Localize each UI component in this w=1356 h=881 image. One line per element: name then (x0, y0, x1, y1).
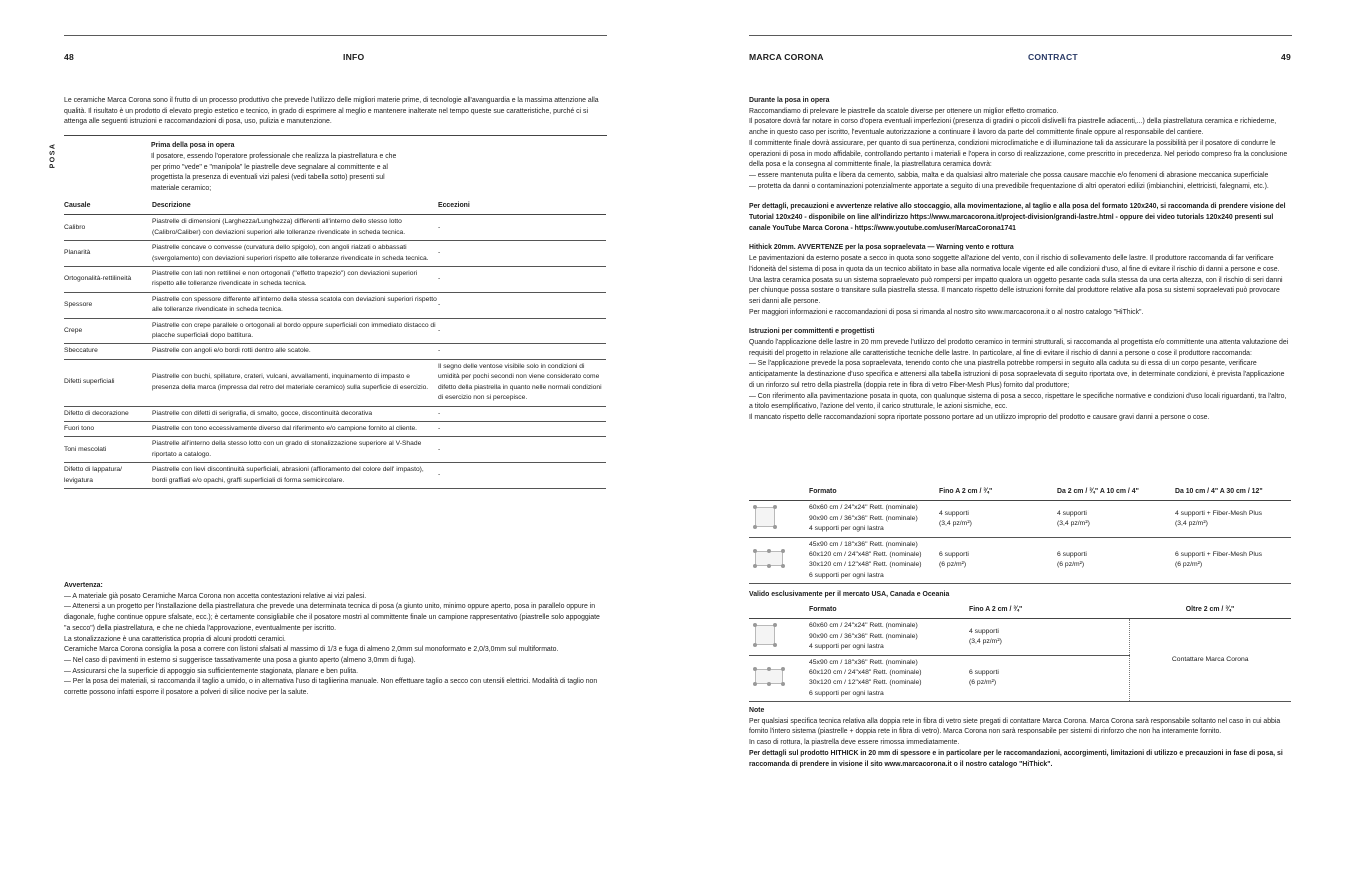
cell-line: 6 supporti (939, 551, 969, 559)
section-rule (64, 135, 607, 136)
cell-line: 60x60 cm / 24"x24" Rett. (nominale) (809, 622, 918, 630)
cell-causale: Calibro (64, 215, 152, 241)
table-row (749, 501, 1291, 537)
warning-line: — Nel caso di pavimenti in esterno si suggerisce tassativamente una posa a giunto aperto (almeno 3,0mm di fuga). (64, 656, 416, 664)
support-table (749, 486, 1291, 584)
cell-c3 (1175, 501, 1291, 537)
cell-descrizione: Piastrelle di dimensioni (Larghezza/Lunghezza) differenti all'interno dello stesso lotto (Calibro/Caliber) con deviazioni superiori alle tolleranze rivendicate in scheda tecnica. (152, 215, 438, 241)
table-row (64, 421, 606, 436)
istr-line: — Se l'applicazione prevede la posa sopraelevata, tenendo conto che una piastrella potrebbe rompersi in seguito alla caduta su di essa di un corpo pesante, verificare anticipatamente la destinazione d'uso specifica e attenersi alla tabella istruzioni di posa sopraelevata di seguito riportata ove, in determinate condizioni, è prevista l'applicazione di un rinforzo sul retro della piastrella (doppia rete in fibra di vetro Fiber-Mesh Plus) fornito dal produttore; (749, 360, 1285, 389)
cell-causale: Toni mescolati (64, 437, 152, 463)
warning-block (64, 581, 606, 699)
during-line: — protetta da danni o contaminazioni potenzialmente apportate a seguito di una prevedibile frequentazione di altri operatori edilizi (imbianchini, elettricisti, falegnami, etc.). (749, 182, 1269, 190)
cell-causale: Difetti superficiali (64, 359, 152, 406)
cell-line: (6 pz/m²) (939, 561, 967, 569)
cell-line: 45x90 cm / 18"x36" Rett. (nominale) (809, 540, 918, 548)
cell-eccezioni: - (438, 421, 606, 436)
header-formato: Formato (809, 604, 969, 619)
table-row (749, 537, 1291, 584)
table-row (64, 437, 606, 463)
side-label: POSA (49, 142, 57, 169)
istr-title: Istruzioni per committenti e progettisti (749, 328, 875, 336)
cell-line: 6 supporti (1057, 551, 1087, 559)
cell-eccezioni: - (438, 406, 606, 421)
warning-line: La stonalizzazione è una caratteristica propria di alcuni prodotti ceramici. (64, 635, 286, 643)
header-oltre-2cm: Oltre 2 cm / ¾" (1129, 604, 1291, 619)
right-content (749, 96, 1291, 424)
tile-support-icon (755, 507, 775, 527)
cell-line: 90x90 cm / 36"x36" Rett. (nominale) (809, 632, 918, 640)
cell-eccezioni: - (438, 215, 606, 241)
details-bold: Per dettagli, precauzioni e avvertenze relative allo stoccaggio, alla movimentazione, al taglio e alla posa del formato 120x240, si raccomanda di prendere visione del Tutorial 120x240 - disponibile on line all'indirizzo https://www.marcacorona.it/project-division/grandi-lastre.html - oppure dei video tutorials 120x240 presenti sul canale YouTube Marca Corona - https://www.youtube.com/user/MarcaCorona1741 (749, 203, 1286, 232)
top-rule (64, 35, 607, 36)
cell-line: (6 pz/m²) (969, 679, 997, 687)
cell-eccezioni: - (438, 437, 606, 463)
cell-formato (809, 537, 939, 584)
cell-eccezioni: - (438, 318, 606, 344)
cell-eccezioni: Il segno delle ventose visibile solo in condizioni di umidità per pochi secondi non viene considerato come difetto della piastrella in quanto nelle normali condizioni di esercizio non si percepisce. (438, 359, 606, 406)
table-row (64, 215, 606, 241)
usa-support-table (749, 604, 1291, 702)
table-header-row (749, 486, 1291, 501)
warning-line: — Per la posa dei materiali, si raccomanda il taglio a umido, o in alternativa l'uso di tagliierina manuale. Non effettuare taglio a secco con utensili elettrici. Modalità di taglio non corrette possono infatti esporre il posatore a polveri di silice nocive per la salute. (64, 678, 598, 697)
header-2-10cm: Da 2 cm / ¾" A 10 cm / 4" (1057, 486, 1175, 501)
brand-name: MARCA CORONA (749, 52, 824, 62)
cell-line: 30x120 cm / 12"x48" Rett. (nominale) (809, 561, 922, 569)
cell-c3 (1175, 537, 1291, 584)
cell-c1 (969, 619, 1129, 655)
during-line: Il committente finale dovrà assicurare, per quanto di sua pertinenza, condizioni microclimatiche e di illuminazione tali da assicurare la possibilità per il posatore di condurre le operazioni di posa in modo affidabile, controllando pertanto i materiali e l'opera in corso di realizzazione, come prescritto in precedenza. Nel periodo compreso fra la conclusione della posa e la consegna al committente finale, la piastrellatura ceramica dovrà: (749, 139, 1288, 169)
table-row (64, 292, 606, 318)
cell-formato (809, 501, 939, 537)
cell-line: 4 supporti + Fiber-Mesh Plus (1175, 509, 1263, 517)
hithick-line: Le pavimentazioni da esterno posate a secco in quota sono soggette all'azione del vento, con il rischio di sollevamento delle lastre. Il produttore raccomanda di far verificare l'idoneità del sistema di posa in quota da un tecnico abilitato in base alla normativa locale vigente ed alle condizioni d'uso, al fine di evitare il rischio di danni a persone e cose. Una lastra ceramica posata su un sistema sopraelevato può rompersi per impatto qualora un oggetto pesante cada sulla stessa da una certa altezza, con il rischio di seri danni per chiunque possa sostare o transitare sulla piastrella stessa. Il mancato rispetto delle istruzioni fornite dal produttore relative alla posa su sistemi sopraelevati può provocare seri danni alle persone. (749, 255, 1283, 305)
cell-line: 6 supporti (969, 669, 999, 677)
cell-line: (3,4 pz/m²) (939, 520, 972, 528)
during-line: Il posatore dovrà far notare in corso d'opera eventuali imperfezioni (presenza di gradini o piccoli dislivelli fra piastrelle adiacenti,...) della piastrellatura ceramica e richiederne, anche in questo caso per iscritto, l'eventuale autorizzazione a continuare il lavoro da parte del committente finale oppure al responsabile del cantiere. (749, 118, 1277, 137)
cell-descrizione: Piastrelle con buchi, spillature, crateri, vulcani, avvallamenti, inquinamento di impasto e presenza della marca (impressa dal retro del materiale ceramico) sulla superficie di esercizio. (152, 359, 438, 406)
cell-line: 4 supporti per ogni lastra (809, 643, 884, 651)
tile-support-icon (755, 625, 775, 645)
cell-line: (3,4 pz/m²) (969, 638, 1002, 646)
note-line: Per qualsiasi specifica tecnica relativa alla doppia rete in fibra di vetro siete pregati di contattare Marca Corona. Marca Corona sarà responsabile soltanto nel caso in cui abbia fornito l'intero sistema (piastrelle + doppia rete in fibra di vetro). Marca Corona non sarà responsabile per sistemi di rinforzo che non ha interamente fornito. (749, 717, 1281, 736)
page-number: 49 (1281, 52, 1291, 62)
cell-eccezioni: - (438, 267, 606, 293)
cell-line: 60x60 cm / 24"x24" Rett. (nominale) (809, 504, 918, 512)
before-title: Prima della posa in opera (151, 142, 235, 149)
cell-line: 4 supporti per ogni lastra (809, 525, 884, 533)
cell-eccezioni: - (438, 241, 606, 267)
cell-eccezioni: - (438, 463, 606, 489)
section-title: INFO (343, 52, 365, 62)
header-descrizione: Descrizione (152, 199, 438, 215)
header-formato: Formato (809, 486, 939, 501)
header-eccezioni: Eccezioni (438, 199, 606, 215)
cell-c1 (939, 501, 1057, 537)
istr-line: — Con riferimento alla pavimentazione posata in quota, con qualunque sistema di posa a secco, rispettare le specifiche normative e condizioni d'uso locali riguardanti, tra l'altro, a titolo esemplificativo, l'azione del vento, il carico strutturale, le azioni sismiche, ecc. (749, 392, 1287, 411)
before-text: Il posatore, essendo l'operatore professionale che realizza la piastrellatura e che per primo "vede" e "manipola" le piastrelle deve segnalare al committente e al progettista la presenza di eventuali vizi palesi (vedi tabella sotto) presenti sul materiale ceramico; (151, 153, 397, 193)
cell-causale: Crepe (64, 318, 152, 344)
cell-line: 90x90 cm / 36"x36" Rett. (nominale) (809, 514, 918, 522)
cell-c2 (1057, 537, 1175, 584)
header-fino-2cm: Fino A 2 cm / ¾" (969, 604, 1129, 619)
cell-line: 6 supporti + Fiber-Mesh Plus (1175, 551, 1263, 559)
cell-line: 6 supporti per ogni lastra (809, 571, 884, 579)
cell-descrizione: Piastrelle con tono eccessivamente diverso dal riferimento e/o campione fornito al cliente. (152, 421, 438, 436)
top-rule (749, 35, 1292, 36)
cell-line: (3,4 pz/m²) (1057, 520, 1090, 528)
tile-support-icon (755, 551, 783, 566)
cell-eccezioni: - (438, 344, 606, 359)
cell-causale: Planarità (64, 241, 152, 267)
cell-line: 60x120 cm / 24"x48" Rett. (nominale) (809, 551, 922, 559)
cell-causale: Sbeccature (64, 344, 152, 359)
cell-causale: Difetto di decorazione (64, 406, 152, 421)
cell-formato (809, 655, 969, 702)
during-line: Raccomandiamo di prelevare le piastrelle da scatole diverse per ottenere un miglior effetto cromatico. (749, 107, 1059, 115)
cell-descrizione: Piastrelle con crepe parallele o ortogonali al bordo oppure superficiali con immediato distacco di placche superficiali dopo battitura. (152, 318, 438, 344)
cell-line: 45x90 cm / 18"x36" Rett. (nominale) (809, 658, 918, 666)
cell-descrizione: Piastrelle con lievi discontinuità superficiali, abrasioni (affioramento del colore dell' impasto), bordi graffiati e/o opachi, graffi superficiali di forma semicircolare. (152, 463, 438, 489)
cell-descrizione: Piastrelle con angoli e/o bordi rotti dentro alle scatole. (152, 344, 438, 359)
defects-table (64, 199, 606, 489)
table-row (64, 406, 606, 421)
usa-title: Valido esclusivamente per il mercato USA, Canada e Oceania (749, 591, 950, 598)
header-causale: Causale (64, 199, 152, 215)
cell-descrizione: Piastrelle con spessore differente all'interno della stessa scatola con deviazioni superiori rispetto alle tolleranze rivendicate in scheda tecnica. (152, 292, 438, 318)
cell-line: 4 supporti (939, 509, 969, 517)
table-row (64, 318, 606, 344)
table-header-row (64, 199, 606, 215)
cell-c1 (939, 537, 1057, 584)
cell-descrizione: Piastrelle all'interno della stesso lotto con un grado di stonalizzazione superiore al V-Shade riportato a catalogo. (152, 437, 438, 463)
warning-line: — Attenersi a un progetto per l'installazione della piastrellatura che prevede una determinata tecnica di posa (a giunto unito, minimo oppure aperto, posa in parallelo oppure in diagonale, fughe continue oppure sfalsate, ecc.); è certamente consigliabile che il posatore mostri al committente finale un campione rappresentativo (piastrelle solo appoggiate "a secco") della piastrellatura, e che ne chieda l'approvazione, eventualmente per iscritto. (64, 603, 600, 632)
istr-line: Quando l'applicazione delle lastre in 20 mm prevede l'utilizzo del prodotto ceramico in termini strutturali, si raccomanda al progettista e/o committente una attenta valutazione dei requisiti del progetto in relazione alle caratteristiche tecniche delle lastre. In particolare, al fine di evitare il rischio di danni a persone o cose il produttore raccomanda: (749, 339, 1289, 357)
tile-support-icon (755, 669, 783, 684)
note-title: Note (749, 707, 765, 714)
warning-title: Avvertenza: (64, 582, 103, 589)
section-title: CONTRACT (1028, 52, 1078, 62)
cell-line: 60x120 cm / 24"x48" Rett. (nominale) (809, 669, 922, 677)
table-row (64, 241, 606, 267)
table-header-row (749, 604, 1291, 619)
istr-line: Il mancato rispetto delle raccomandazioni sopra riportate possono portare ad un utilizzo improprio del prodotto e causare gravi danni a persone o cose. (749, 413, 1210, 421)
header-fino-2cm: Fino A 2 cm / ¾" (939, 486, 1057, 501)
note-line: In caso di rottura, la piastrella deve essere rimossa immediatamente. (749, 739, 960, 747)
cell-line: (6 pz/m²) (1057, 561, 1085, 569)
during-line: — essere mantenuta pulita e libera da cemento, sabbia, malta e da qualsiasi altro materiale che possa causare macchie e/o fenomeni di abrasione meccanica superficiale (749, 171, 1269, 179)
header-10-30cm: Da 10 cm / 4" A 30 cm / 12" (1175, 486, 1291, 501)
cell-causale: Spessore (64, 292, 152, 318)
cell-descrizione: Piastrelle con difetti di serigrafia, di smalto, gocce, discontinuità decorativa (152, 406, 438, 421)
cell-eccezioni: - (438, 292, 606, 318)
cell-line: (6 pz/m²) (1175, 561, 1203, 569)
hithick-title: Hithick 20mm. AVVERTENZE per la posa sopraelevata — Warning vento e rottura (749, 244, 1014, 252)
table-row (64, 359, 606, 406)
warning-line: Ceramiche Marca Corona consiglia la posa a correre con listoni sfalsati al massimo di 1/3 e fuga di almeno 2,0mm sul monoformato e 2,0/3,0mm sul multiformato. (64, 646, 559, 654)
cell-line: (3,4 pz/m²) (1175, 520, 1208, 528)
cell-line: 6 supporti per ogni lastra (809, 689, 884, 697)
during-title: Durante la posa in opera (749, 97, 830, 104)
table-row (64, 267, 606, 293)
note-block (749, 706, 1291, 770)
cell-c2 (1057, 501, 1175, 537)
cell-formato (809, 619, 969, 655)
cell-causale: Fuori tono (64, 421, 152, 436)
cell-line: 4 supporti (1057, 509, 1087, 517)
cell-contact: Contattare Marca Corona (1129, 619, 1291, 702)
cell-descrizione: Piastrelle con lati non rettilinei e non ortogonali ("effetto trapezio") con deviazioni superiori rispetto alle tolleranze rivendicate in scheda tecnica. (152, 267, 438, 293)
warning-line: — Assicurarsi che la superficie di appoggio sia sufficientemente stagionata, planare e ben pulita. (64, 667, 359, 675)
hithick-line: Per maggiori informazioni e raccomandazioni di posa si rimanda al nostro sito www.marcacorona.it o al nostro catalogo "HiThick". (749, 308, 1144, 316)
cell-line: 30x120 cm / 12"x48" Rett. (nominale) (809, 679, 922, 687)
cell-descrizione: Piastrelle concave o convesse (curvatura dello spigolo), con angoli rialzati o abbassati (svergolamento) con deviazioni superiori rispetto alle tolleranze rivendicate in scheda tecnica. (152, 241, 438, 267)
cell-line: 4 supporti (969, 627, 999, 635)
cell-causale: Ortogonalità-rettilineità (64, 267, 152, 293)
table-row (64, 344, 606, 359)
table-row (64, 463, 606, 489)
page-number: 48 (64, 52, 74, 62)
intro-text: Le ceramiche Marca Corona sono il frutto di un processo produttivo che prevede l'utilizzo delle migliori materie prime, di tecnologie all'avanguardia e la massima attenzione alla qualità. Il risultato è un prodotto di elevato pregio estetico e tecnico, in grado di esprimere al meglio e mantenere inalterate nel tempo queste sue caratteristiche, purché ci si attenga alle seguenti istruzioni e raccomandazioni di posa, uso, pulizia e manutenzione. (64, 97, 599, 126)
table-row (749, 619, 1291, 655)
cell-causale: Difetto di lappatura/ levigatura (64, 463, 152, 489)
warning-line: — A materiale già posato Ceramiche Marca Corona non accetta contestazioni relative ai vizi palesi. (64, 592, 367, 600)
cell-c1 (969, 655, 1129, 702)
note-bold: Per dettagli sul prodotto HITHICK in 20 mm di spessore e in particolare per le raccomandazioni, accorgimenti, limitazioni di utilizzo e precauzioni in fase di posa, si raccomanda di prendere in visione il sito www.marcacorona.it o il nostro catalogo "HiThick". (749, 749, 1283, 768)
